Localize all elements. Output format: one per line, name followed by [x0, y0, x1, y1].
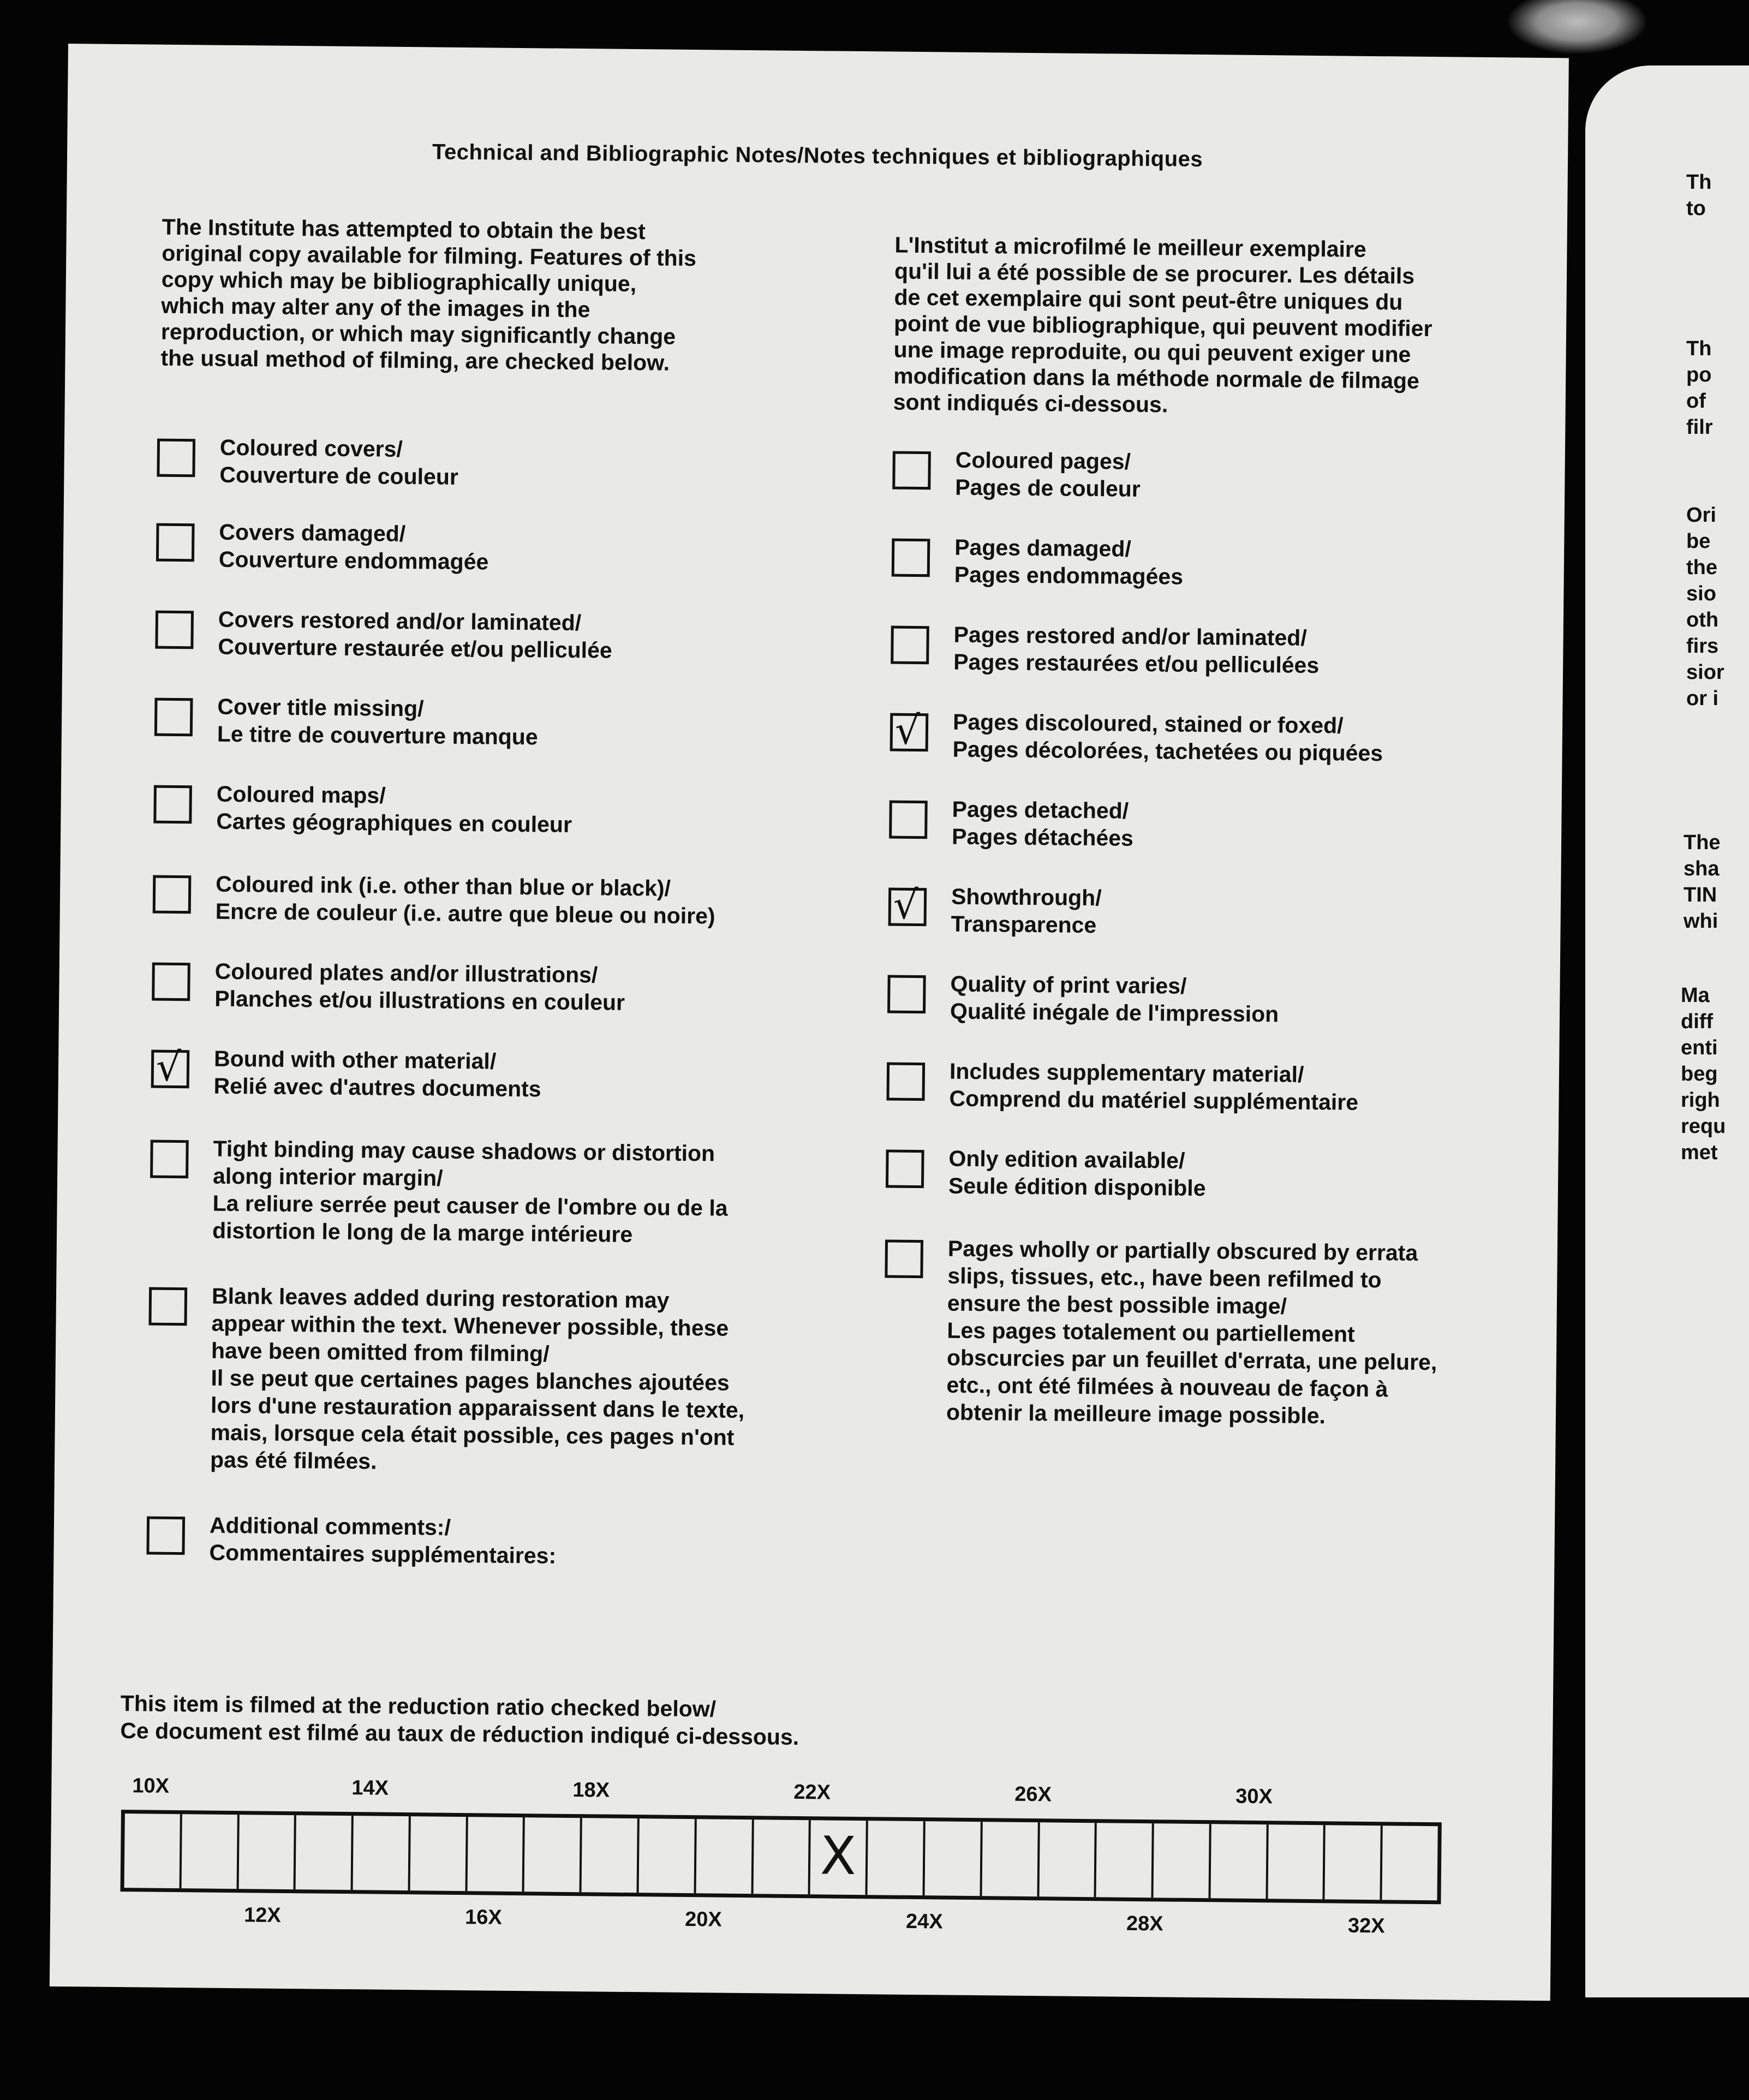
checkbox[interactable] — [148, 1287, 187, 1326]
ratio-cell[interactable] — [582, 1818, 640, 1893]
option-label: Includes supplementary material/ Comprend du matériel supplémentaire — [949, 1058, 1359, 1115]
ratio-cell[interactable] — [1039, 1822, 1097, 1897]
reduction-ratio-scale — [121, 1810, 1442, 1904]
ratio-cell[interactable] — [1382, 1825, 1438, 1900]
checkbox[interactable] — [889, 801, 928, 839]
ratio-cell[interactable] — [1268, 1824, 1326, 1899]
next-page-text: Ori be the sio oth firs sior or i — [1686, 504, 1724, 710]
next-page-text: Ma diff enti beg righ requ met — [1681, 984, 1726, 1164]
next-page-text: Th po of filr — [1686, 337, 1713, 439]
top-tick: 10X — [132, 1774, 170, 1798]
checkbox[interactable] — [151, 1043, 190, 1090]
page-title: Technical and Bibliographic Notes/Notes techniques et bibliographiques — [432, 140, 1203, 171]
option-label: Pages discoloured, stained or foxed/ Pages décolorées, tachetées ou piquées — [952, 709, 1383, 766]
option-label: Coloured maps/ Cartes géographiques en couleur — [216, 781, 572, 837]
ratio-cell[interactable] — [296, 1815, 354, 1890]
ratio-cell[interactable] — [982, 1822, 1040, 1896]
checkbox[interactable] — [154, 698, 193, 737]
option-label: Cover title missing/ Le titre de couverture manque — [217, 694, 538, 750]
checkbox[interactable] — [153, 875, 192, 914]
bottom-tick: 32X — [1347, 1914, 1385, 1938]
ratio-cell[interactable] — [1096, 1823, 1154, 1898]
ratio-cell[interactable] — [1210, 1824, 1268, 1899]
paper-debris — [1506, 0, 1648, 55]
check-mark-icon: √ — [156, 1043, 182, 1090]
option-label: Additional comments:/ Commentaires supplémentaires: — [209, 1512, 557, 1568]
option-label: Covers damaged/ Couverture endommagée — [218, 519, 489, 575]
checkbox[interactable] — [146, 1517, 185, 1555]
checkbox[interactable] — [157, 439, 195, 478]
checkbox[interactable] — [888, 881, 927, 928]
checkbox[interactable] — [885, 1239, 923, 1278]
option-label: Only edition available/ Seule édition disponible — [948, 1146, 1206, 1201]
checkbox[interactable] — [150, 1140, 189, 1179]
option-label: Showthrough/ Transparence — [951, 884, 1102, 938]
option-label: Bound with other material/ Relié avec d'autres documents — [213, 1046, 541, 1102]
x-mark-icon: X — [820, 1825, 857, 1887]
intro-english: The Institute has attempted to obtain the best original copy available for filming. Features of this copy which may be bibliographically unique, which may alter any of the images in the reproduction, or which may significantly change the usual method of filming, are checked below. — [160, 214, 697, 375]
checkbox[interactable] — [886, 1062, 925, 1101]
checkbox[interactable] — [153, 785, 192, 824]
checkbox[interactable] — [891, 626, 929, 665]
top-tick: 18X — [572, 1779, 610, 1802]
ratio-cell[interactable] — [524, 1817, 582, 1892]
checkbox[interactable] — [886, 1149, 924, 1188]
checkbox[interactable] — [155, 611, 194, 649]
notes-page — [50, 44, 1569, 2001]
option-label: Pages damaged/ Pages endommagées — [954, 534, 1184, 589]
reduction-ratio-label: This item is filmed at the reduction ratio checked below/ Ce document est filmé au taux de réduction indiqué ci-dessous. — [120, 1691, 799, 1750]
option-label: Coloured plates and/or illustrations/ Planches et/ou illustrations en couleur — [214, 958, 625, 1015]
checkbox[interactable] — [892, 539, 930, 577]
top-tick: 30X — [1235, 1785, 1273, 1809]
bottom-tick: 16X — [464, 1906, 502, 1929]
option-label: Covers restored and/or laminated/ Couverture restaurée et/ou pelliculée — [218, 606, 612, 663]
bottom-tick: 12X — [243, 1904, 281, 1927]
option-label: Pages wholly or partially obscured by errata slips, tissues, etc., have been refilmed to ensure the best possible image/ Les pages totalement ou partiellement obscurcies par un feuillet d'errata, une pelure, etc., ont été filmées à nouveau de façon à obtenir la meilleure image possible. — [946, 1236, 1437, 1429]
option-label: Pages restored and/or laminated/ Pages restaurées et/ou pelliculées — [953, 622, 1320, 678]
next-page-edge — [1585, 65, 1749, 1997]
ratio-cell[interactable] — [353, 1816, 411, 1890]
ratio-cell[interactable] — [868, 1821, 926, 1895]
next-page-text: Th to — [1686, 171, 1712, 220]
ratio-cell[interactable] — [639, 1818, 697, 1893]
option-label: Coloured covers/ Couverture de couleur — [219, 434, 459, 490]
option-label: Coloured pages/ Pages de couleur — [955, 447, 1141, 502]
checkbox[interactable] — [156, 523, 195, 562]
checkbox[interactable] — [887, 975, 926, 1013]
ratio-cell[interactable] — [1325, 1825, 1383, 1900]
option-label: Coloured ink (i.e. other than blue or black)/ Encre de couleur (i.e. autre que bleue ou noire) — [215, 871, 715, 929]
ratio-cell[interactable] — [696, 1819, 754, 1894]
top-tick: 14X — [351, 1776, 389, 1800]
check-mark-icon: √ — [894, 707, 921, 754]
bottom-tick: 20X — [684, 1908, 722, 1931]
intro-french: L'Institut a microfilmé le meilleur exemplaire qu'il lui a été possible de se procurer. Les détails de cet exemplaire qui sont peut-être uniques du point de vue bibliographique, qui peuvent modifier une image reproduite, ou qui peuvent exiger une modification dans la méthode normale de filmage sont indiqués ci-dessous. — [893, 232, 1432, 417]
checkbox[interactable] — [892, 451, 931, 490]
ratio-cell[interactable] — [810, 1820, 868, 1895]
ratio-cell[interactable] — [1154, 1823, 1211, 1898]
ratio-cell[interactable] — [238, 1815, 296, 1889]
ratio-cell[interactable] — [467, 1817, 525, 1892]
option-label: Tight binding may cause shadows or distortion along interior margin/ La reliure serrée peut causer de l'ombre ou de la distortion le long de la marge intérieure — [212, 1136, 728, 1248]
ratio-cell[interactable] — [410, 1816, 468, 1891]
option-label: Pages detached/ Pages détachées — [951, 796, 1134, 851]
ratio-cell[interactable] — [124, 1813, 182, 1888]
ratio-cell[interactable] — [753, 1819, 811, 1894]
top-tick: 22X — [793, 1780, 831, 1804]
bottom-tick: 28X — [1126, 1912, 1163, 1936]
top-tick: 26X — [1014, 1782, 1052, 1806]
check-mark-icon: √ — [893, 881, 919, 928]
ratio-cell[interactable] — [181, 1814, 239, 1889]
bottom-tick: 24X — [905, 1910, 943, 1934]
checkbox[interactable] — [152, 963, 190, 1001]
option-label: Blank leaves added during restoration may appear within the text. Whenever possible, these have been omitted from filming/ Il se peut que certaines pages blanches ajoutées lors d'une restauration apparaissent dans le texte, mais, lorsque cela était possible, ces pages n'ont pas été filmées. — [210, 1283, 745, 1474]
next-page-text: The sha TIN whi — [1684, 831, 1721, 933]
option-label: Quality of print varies/ Qualité inégale de l'impression — [950, 971, 1279, 1027]
ratio-cell[interactable] — [924, 1821, 982, 1896]
checkbox[interactable] — [890, 707, 929, 754]
